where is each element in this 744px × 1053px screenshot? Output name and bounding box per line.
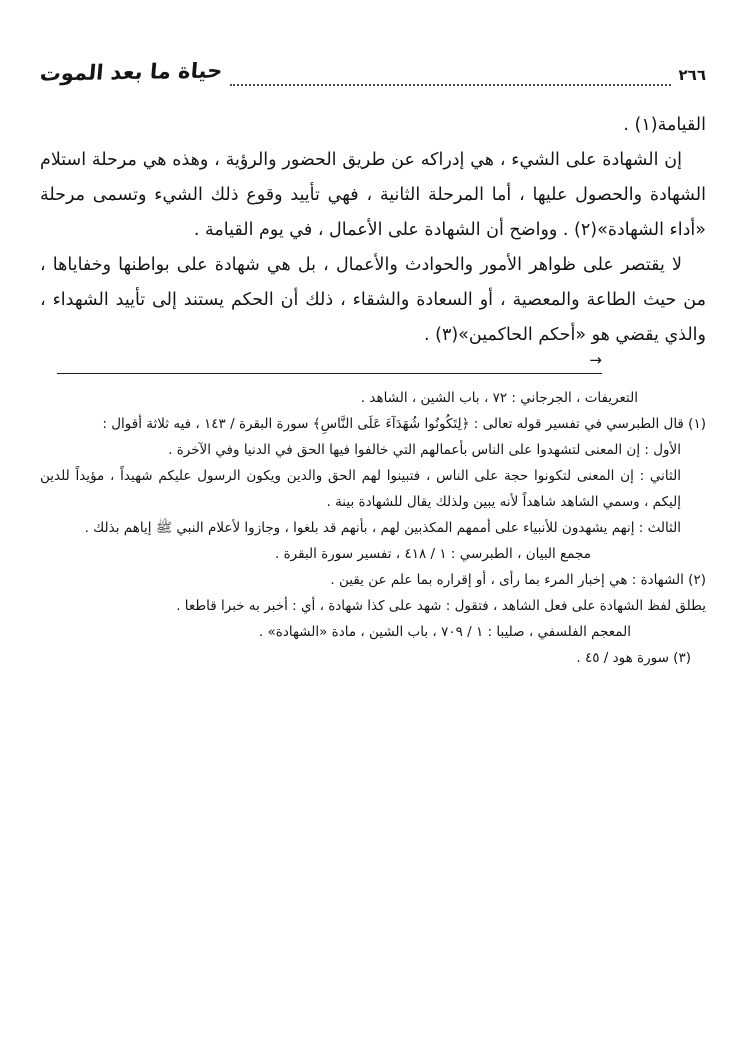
page-number: ٢٦٦ [678,66,706,84]
footnote-line: المعجم الفلسفي ، صليبا : ١ / ٧٠٩ ، باب الشين ، مادة «الشهادة» . [258,624,631,640]
footnote-separator [40,351,706,375]
dotted-leader [230,74,670,86]
book-title-calligraphy: حياة ما بعد الموت [38,58,224,86]
page-header [40,46,706,86]
footnote-line: الثالث : إنهم يشهدون للأنبياء على أممهم المكذبين لهم ، بأنهم قد بلغوا ، وجازوا لأعلام النبي ﷺ إياهم بذلك . [84,520,681,536]
footnote-line: (٣) سورة هود / ٤٥ . [576,650,691,666]
footnote-line: مجمع البيان ، الطبرسي : ١ / ٤١٨ ، تفسير سورة البقرة . [275,546,591,562]
footnote-line: يطلق لفظ الشهادة على فعل الشاهد ، فتقول : شهد على كذا شهادة ، أي : أخبر به خبرا قاطعا . [176,598,706,614]
footnote-line: التعريفات ، الجرجاني : ٧٢ ، باب الشين ، الشاهد . [360,390,638,406]
body-paragraph: القيامة(١) . [623,115,706,135]
footnote-line: الثاني : إن المعنى لتكونوا حجة على الناس ، فتبينوا لهم الحق والدين ويكون الرسول عليكم شهيداً ، مؤيداً للدين إليكم ، وسمي الشاهد شاهداً لأنه يبين ولذلك يقال للشهادة بينة . [40,468,681,510]
separator-line [57,373,602,374]
footnote-continuation-arrow: → [589,351,602,369]
body-paragraph: لا يقتصر على ظواهر الأمور والحوادث والأعمال ، بل هي شهادة على بواطنها وخفاياها ، من حيث الطاعة والمعصية ، أو السعادة والشقاء ، ذلك أن الحكم يستند إلى تأييد الشهداء ، والذي يقضي هو «أحكم الحاكمين»(٣) . [40,255,706,345]
body-text [40,108,706,353]
body-paragraph: إن الشهادة على الشيء ، هي إدراكه عن طريق الحضور والرؤية ، وهذه هي مرحلة استلام الشهادة والحصول عليها ، أما المرحلة الثانية ، فهي تأييد وقوع ذلك الشيء وتسمى مرحلة «أداء الشهادة»(٢) . وواضح أن الشهادة على الأعمال ، في يوم القيامة . [40,150,706,240]
footnote-line: (١) قال الطبرسي في تفسير قوله تعالى : ﴿لِتَكُونُوا شُهَدَآءَ عَلَى النَّاسِ﴾ سورة البقرة / ١٤٣ ، فيه ثلاثة أقوال : [102,416,706,432]
footnotes-section [40,385,706,671]
footnote-line: الأول : إن المعنى لتشهدوا على الناس بأعمالهم التي خالفوا فيها الحق في الدنيا وفي الآخرة . [168,442,681,458]
footnote-line: (٢) الشهادة : هي إخبار المرء بما رأى ، أو إقراره بما علم عن يقين . [330,572,706,588]
